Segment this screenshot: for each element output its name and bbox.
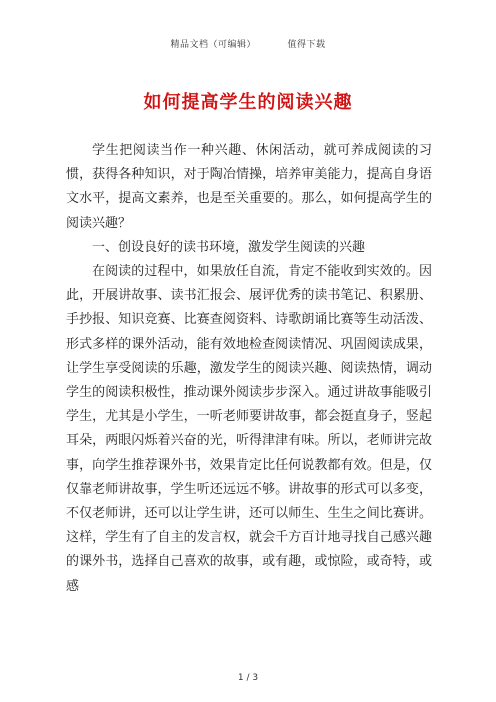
document-title: 如何提高学生的阅读兴趣 [143,92,353,113]
page-indicator: 1 / 3 [237,673,259,683]
document-body [66,139,432,599]
header-left-text: 精品文档（可编辑） [170,40,257,50]
section-heading: 一、创设良好的读书环境，激发学生阅读的兴趣 [92,239,366,255]
header-right-text: 值得下载 [287,40,326,50]
paragraph-intro: 学生把阅读当作一种兴趣、休闲活动，就可养成阅读的习惯，获得各种知识，对于陶冶情操，培养审美能力，提高自身语文水平，提高文素养，也是至关重要的。那么，如何提高学生的阅读兴趣？ [66,143,432,231]
paragraph-section-one: 在阅读的过程中，如果放任自流，肯定不能收到实效的。因此，开展讲故事、读书汇报会、展评优秀的读书笔记、积累册、手抄报、知识竞赛、比赛查阅资料、诗歌朗诵比赛等生动活泼、形式多样的课外活动，能有效地检查阅读情况、巩固阅读成果，让学生享受阅读的乐趣，激发学生的阅读兴趣、阅读热情，调动学生的阅读积极性，推动课外阅读步步深入。通过讲故事能吸引学生，尤其是小学生，一听老师要讲故事，都会挺直身子，竖起耳朵，两眼闪烁着兴奋的光，听得津津有味。所以，老师讲完故事，向学生推荐课外书，效果肯定比任何说教都有效。但是，仅仅靠老师讲故事，学生听还远远不够。讲故事的形式可以多变，不仅老师讲，还可以让学生讲，还可以师生、生生之间比赛讲。这样，学生有了自主的发言权，就会千方百计地寻找自己感兴趣的课外书，选择自己喜欢的故事，或有趣，或惊险，或奇特，或感 [66,264,432,594]
page-header [0,37,496,50]
